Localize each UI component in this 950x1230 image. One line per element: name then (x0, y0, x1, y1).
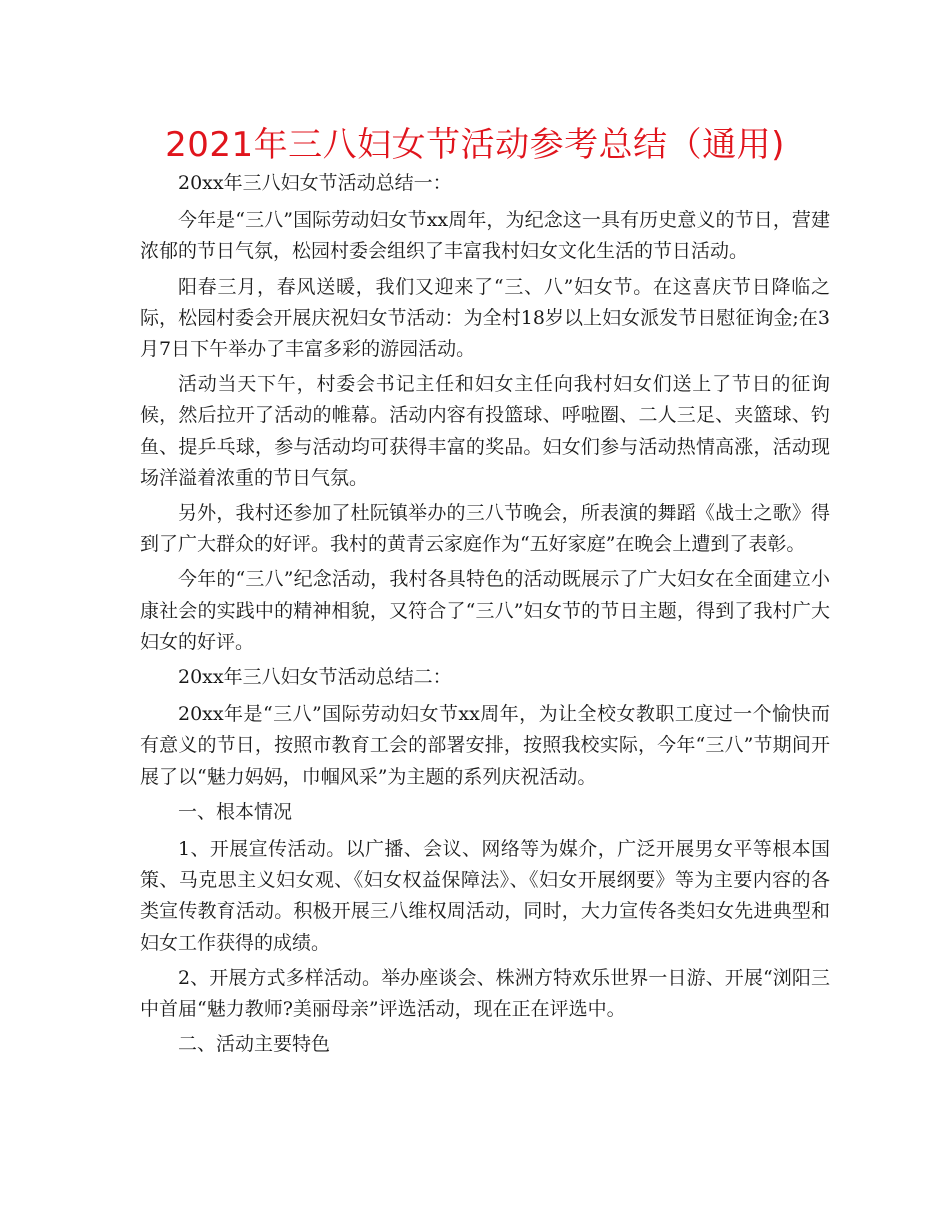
document-body (140, 168, 830, 1066)
paragraph: 活动当天下午，村委会书记主任和妇女主任向我村妇女们送上了节日的征询候，然后拉开了活动的帷幕。活动内容有投篮球、呼啦圈、二人三足、夹篮球、钓鱼、提乒乓球，参与活动均可获得丰富的奖品。妇女们参与活动热情高涨，活动现场洋溢着浓重的节日气氛。 (140, 373, 830, 489)
paragraph: 1、开展宣传活动。以广播、会议、网络等为媒介，广泛开展男女平等根本国策、马克思主义妇女观、《妇女权益保障法》、《妇女开展纲要》等为主要内容的各类宣传教育活动。积极开展三八维权周活动，同时，大力宣传各类妇女先进典型和妇女工作获得的成绩。 (140, 838, 830, 954)
section-heading-one: 20xx年三八妇女节活动总结一： (178, 172, 452, 194)
subheading-basic-situation: 一、根本情况 (178, 800, 293, 823)
paragraph: 20xx年是“三八”国际劳动妇女节xx周年，为让全校女教职工度过一个愉快而有意义的节日，按照市教育工会的部署安排，按照我校实际，今年“三八”节期间开展了以“魅力妈妈，巾帼风采”为主题的系列庆祝活动。 (140, 703, 830, 788)
document-title: 2021年三八妇女节活动参考总结（通用) (165, 125, 785, 165)
subheading-main-features: 二、活动主要特色 (178, 1033, 331, 1056)
paragraph: 阳春三月，春风送暖，我们又迎来了“三、八”妇女节。在这喜庆节日降临之际，松园村委会开展庆祝妇女节活动：为全村18岁以上妇女派发节日慰征询金;在3月7日下午举办了丰富多彩的游园活动。 (140, 275, 830, 361)
paragraph: 今年是“三八”国际劳动妇女节xx周年，为纪念这一具有历史意义的节日，营建浓郁的节日气氛，松园村委会组织了丰富我村妇女文化生活的节日活动。 (140, 209, 830, 263)
section-heading-two: 20xx年三八妇女节活动总结二： (178, 666, 452, 689)
paragraph: 2、开展方式多样活动。举办座谈会、株洲方特欢乐世界一日游、开展“浏阳三中首届“魅力教师?美丽母亲”评选活动，现在正在评选中。 (140, 966, 830, 1021)
paragraph: 今年的“三八”纪念活动，我村各具特色的活动既展示了广大妇女在全面建立小康社会的实践中的精神相貌，又符合了“三八”妇女节的节日主题，得到了我村广大妇女的好评。 (140, 568, 830, 653)
paragraph: 另外，我村还参加了杜阮镇举办的三八节晚会，所表演的舞蹈《战士之歌》得到了广大群众的好评。我村的黄青云家庭作为“五好家庭”在晚会上遭到了表彰。 (140, 502, 830, 556)
